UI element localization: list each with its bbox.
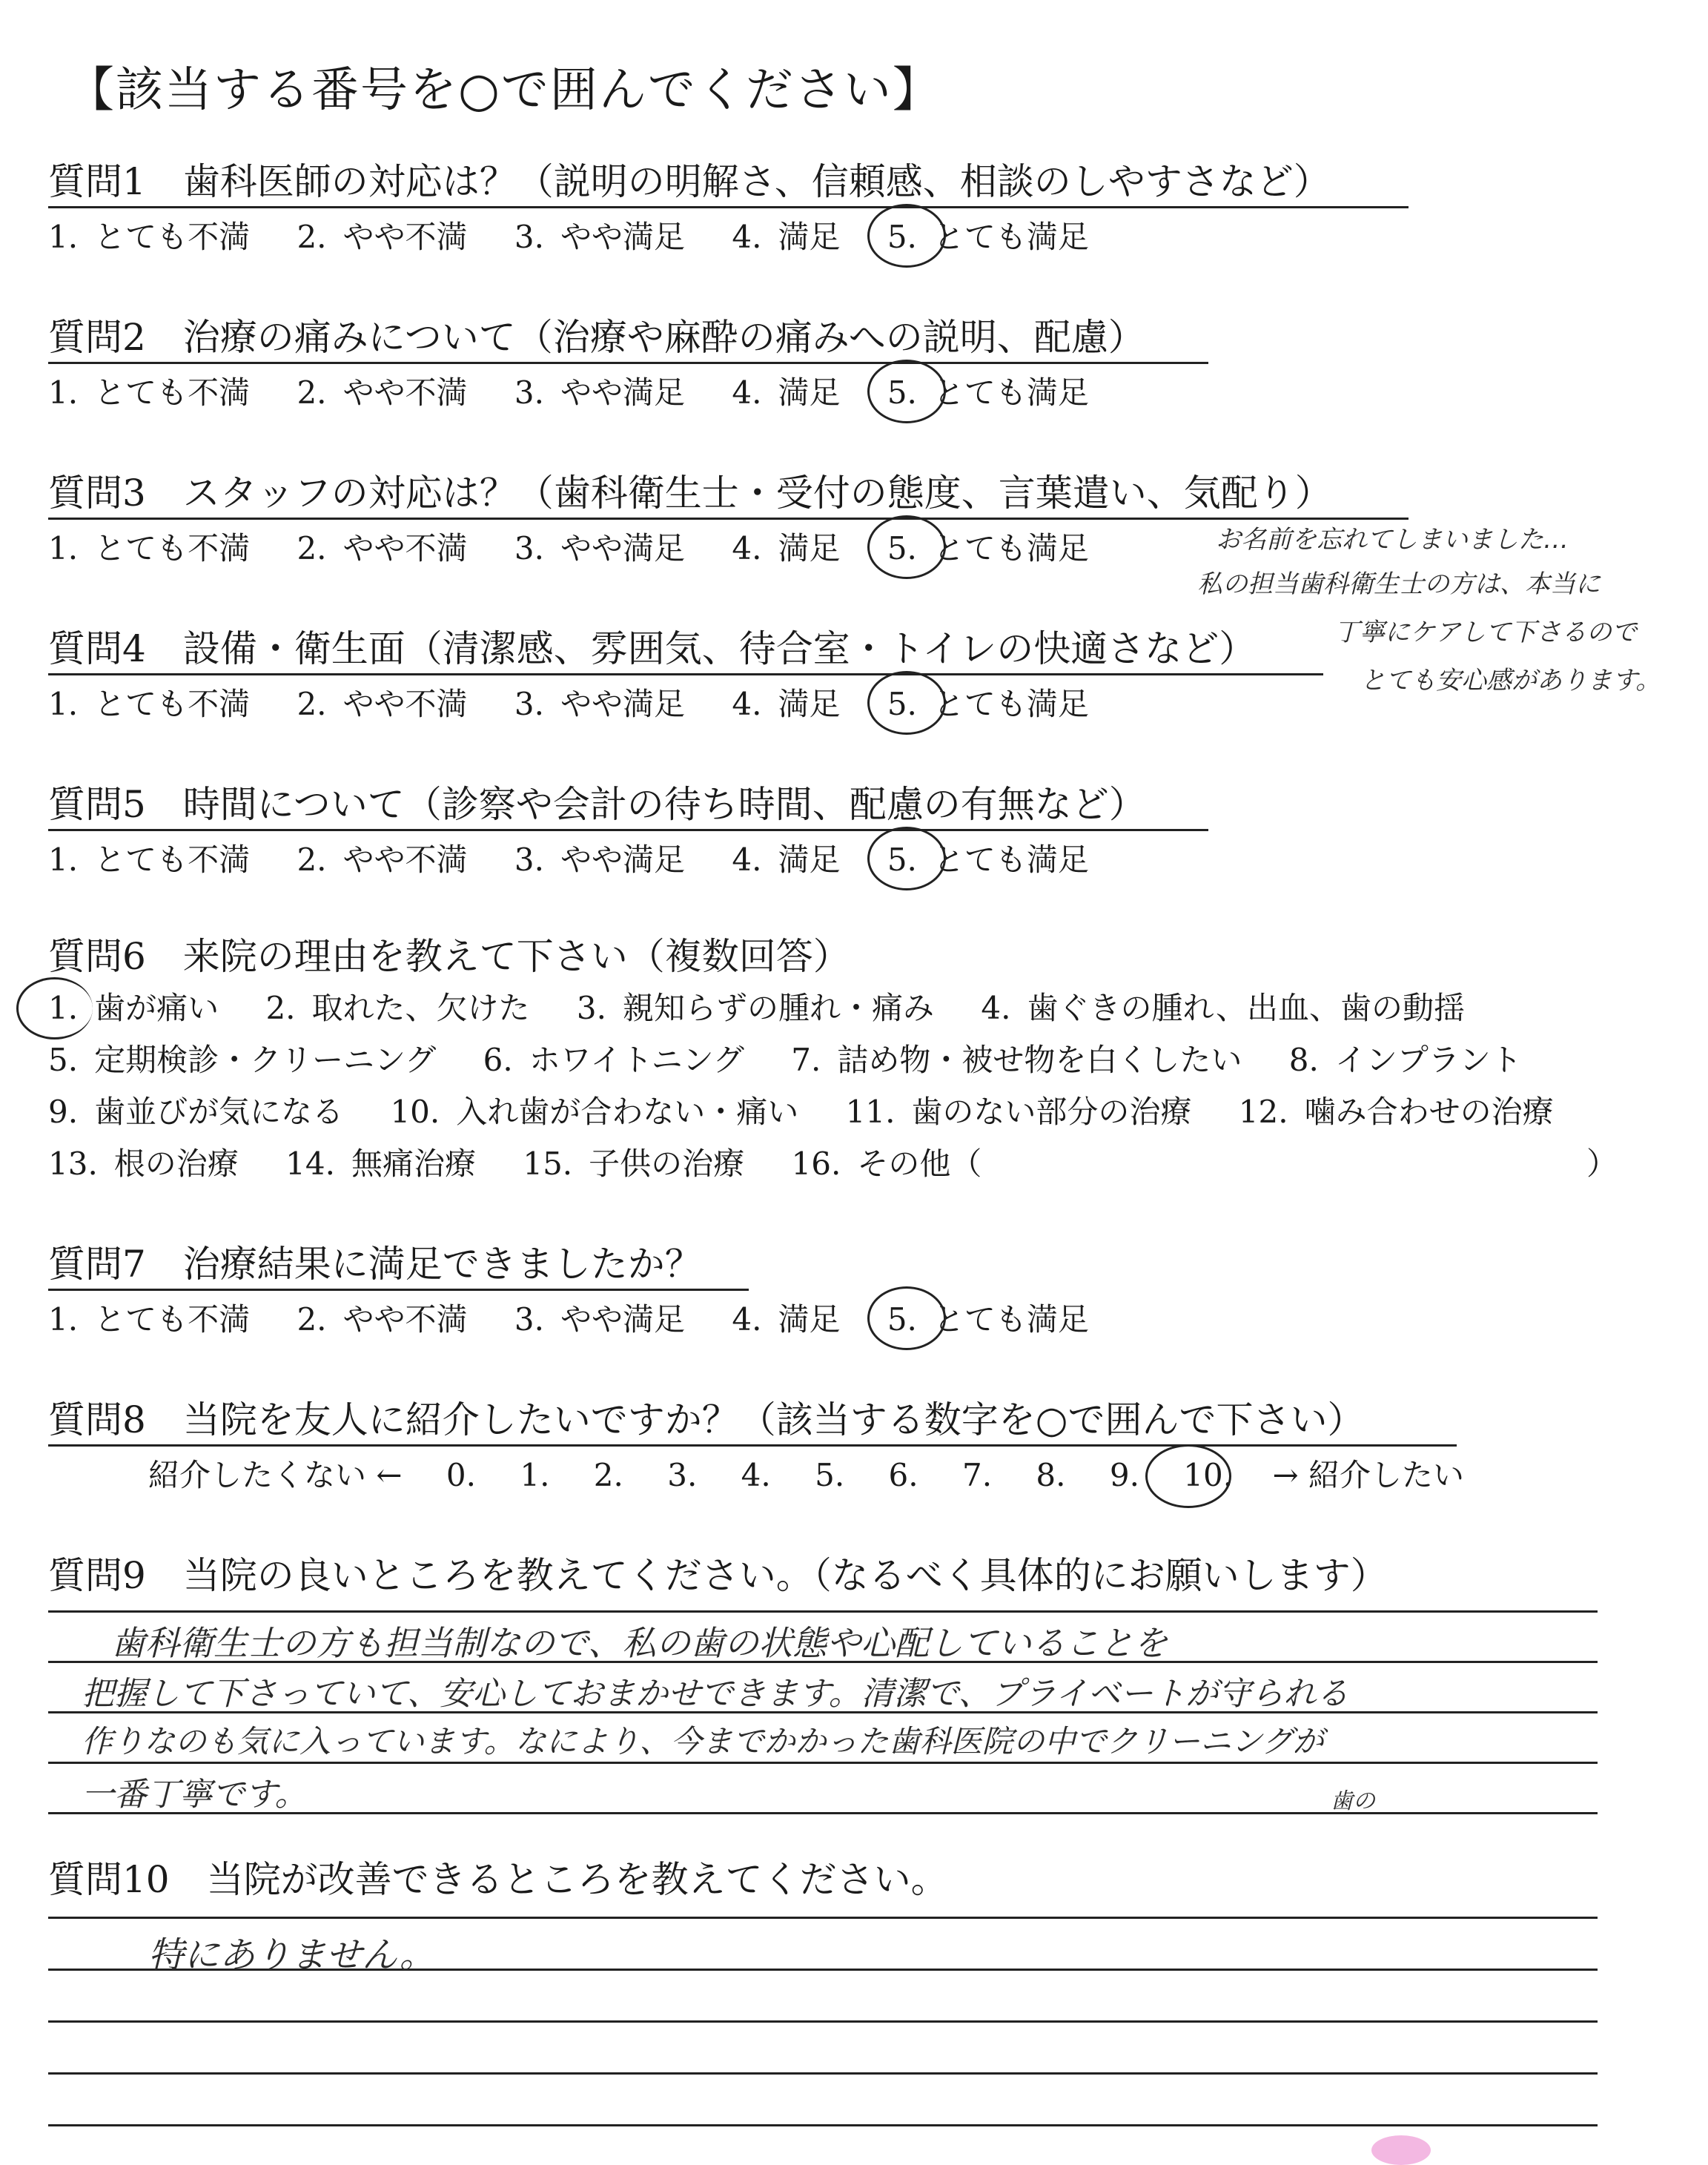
scale-5[interactable]: 5. <box>815 1457 845 1493</box>
scale-4[interactable]: 4. <box>741 1457 771 1493</box>
option-2-num[interactable]: 2. <box>297 374 327 411</box>
option-1-num[interactable]: 1. <box>48 530 79 566</box>
option-1-label: とても不満 <box>94 219 251 255</box>
option-4-label: 満足 <box>778 374 841 411</box>
option-1-num[interactable]: 1. <box>48 842 79 878</box>
reason-num[interactable]: 3. <box>576 990 606 1026</box>
question-3-title: 質問3 スタッフの対応は？（歯科衛生士・受付の態度、言葉遣い、気配り） <box>48 472 1332 515</box>
side-note-line-3: 丁寧にケアして下さるので <box>1334 618 1637 647</box>
question-2-title: 質問2 治療の痛みについて（治療や麻酔の痛みへの説明、配慮） <box>48 316 1145 359</box>
option-2-label: やや不満 <box>342 842 468 878</box>
question-5-title: 質問5 時間について（診察や会計の待ち時間、配慮の有無など） <box>48 783 1146 826</box>
selected-score-circle <box>1145 1444 1234 1508</box>
question-3-underline <box>48 518 1409 520</box>
reason-label: 入れ歯が合わない・痛い <box>456 1094 799 1130</box>
option-2-label: やや不満 <box>342 530 468 566</box>
reason-label: 歯が痛い <box>94 990 219 1026</box>
question-6-row-1 <box>48 990 1465 1027</box>
option-1-num[interactable]: 1. <box>48 219 79 255</box>
reason-label: 無痛治療 <box>351 1146 476 1182</box>
question-6-row-3 <box>48 1094 1554 1131</box>
reason-label: 歯のない部分の治療 <box>911 1094 1192 1130</box>
reason-num[interactable]: 11. <box>845 1094 896 1130</box>
scale-9[interactable]: 9. <box>1109 1457 1139 1493</box>
reason-num[interactable]: 7. <box>791 1042 821 1078</box>
answer-10: 特にありません。 <box>148 1934 435 1976</box>
option-5-num[interactable]: 5. <box>887 530 917 566</box>
answer-9-insert: 歯の <box>1331 1788 1375 1814</box>
side-note-line-4: とても安心感があります。 <box>1360 666 1661 695</box>
option-3-num[interactable]: 3. <box>514 842 544 878</box>
reason-label: 親知らずの腫れ・痛み <box>622 990 934 1026</box>
question-6-row-2 <box>48 1042 1522 1079</box>
reason-num[interactable]: 9. <box>48 1094 79 1130</box>
reason-label: 歯ぐきの腫れ、出血、歯の動揺 <box>1027 990 1465 1026</box>
question-2-underline <box>48 362 1208 364</box>
selected-reason-circle <box>16 977 93 1039</box>
option-5-num[interactable]: 5. <box>887 219 917 255</box>
scale-3[interactable]: 3. <box>667 1457 698 1493</box>
reason-num[interactable]: 4. <box>981 990 1011 1026</box>
writing-line <box>48 1610 1598 1613</box>
option-4-label: 満足 <box>778 842 841 878</box>
writing-line <box>48 1762 1598 1764</box>
option-5-label: とても満足 <box>933 530 1089 566</box>
pink-ink-mark <box>1371 2135 1431 2165</box>
scale-right-label: → 紹介したい <box>1272 1457 1464 1493</box>
option-5-label: とても満足 <box>933 219 1089 255</box>
question-8-title: 質問8 当院を友人に紹介したいですか？（該当する数字を○で囲んで下さい） <box>48 1398 1365 1441</box>
option-2-label: やや不満 <box>342 374 468 411</box>
scale-8[interactable]: 8. <box>1036 1457 1066 1493</box>
option-1-label: とても不満 <box>94 374 251 411</box>
option-4-num[interactable]: 4. <box>732 530 762 566</box>
reason-num[interactable]: 2. <box>265 990 296 1026</box>
reason-num[interactable]: 5. <box>48 1042 79 1078</box>
reason-num[interactable]: 15. <box>523 1146 573 1182</box>
option-4-num[interactable]: 4. <box>732 374 762 411</box>
reason-num[interactable]: 14. <box>285 1146 335 1182</box>
option-1-label: とても不満 <box>94 530 251 566</box>
reason-num[interactable]: 16. <box>791 1146 841 1182</box>
question-1-underline <box>48 206 1409 208</box>
option-3-label: やや満足 <box>560 842 685 878</box>
answer-9-line-3: 作りなのも気に入っています。なにより、今までかかった歯科医院の中でクリーニングが <box>82 1723 1324 1759</box>
answer-9-line-2: 把握して下さっていて、安心しておまかせできます。清潔で、プライベートが守られる <box>82 1675 1349 1713</box>
option-3-label: やや満足 <box>560 530 685 566</box>
writing-line <box>48 2124 1598 2126</box>
option-3-num[interactable]: 3. <box>514 530 544 566</box>
option-5-label: とても満足 <box>933 686 1089 722</box>
reason-num[interactable]: 8. <box>1288 1042 1319 1078</box>
option-4-num[interactable]: 4. <box>732 686 762 722</box>
reason-label: 噛み合わせの治療 <box>1304 1094 1554 1130</box>
option-3-num[interactable]: 3. <box>514 1301 544 1338</box>
option-3-num[interactable]: 3. <box>514 219 544 255</box>
reason-num[interactable]: 12. <box>1238 1094 1288 1130</box>
reason-label: 子供の治療 <box>589 1146 745 1182</box>
question-9-title: 質問9 当院の良いところを教えてください。（なるべく具体的にお願いします） <box>48 1554 1388 1597</box>
question-8-underline <box>48 1444 1457 1447</box>
selected-answer-circle <box>867 827 946 890</box>
answer-9-line-1: 歯科衛生士の方も担当制なので、私の歯の状態や心配していることを <box>111 1623 1168 1663</box>
reason-num[interactable]: 1. <box>48 990 79 1026</box>
reason-label: ホワイトニング <box>529 1042 744 1078</box>
option-5-num[interactable]: 5. <box>887 374 917 411</box>
reason-num[interactable]: 13. <box>48 1146 98 1182</box>
option-3-label: やや満足 <box>560 219 685 255</box>
question-4-underline <box>48 673 1323 675</box>
writing-line <box>48 2072 1598 2075</box>
side-note-line-2: 私の担当歯科衛生士の方は、本当に <box>1197 569 1601 599</box>
question-4-title: 質問4 設備・衛生面（清潔感、雰囲気、待合室・トイレの快適さなど） <box>48 627 1257 670</box>
question-5-underline <box>48 829 1208 831</box>
option-4-label: 満足 <box>778 1301 841 1338</box>
reason-label: その他（ <box>857 1146 982 1182</box>
side-note-line-1: お名前を忘れてしまいました… <box>1216 525 1569 555</box>
option-4-num[interactable]: 4. <box>732 219 762 255</box>
option-5-num[interactable]: 5. <box>887 686 917 722</box>
reason-label: 詰め物・被せ物を白くしたい <box>837 1042 1242 1078</box>
reason-label: 根の治療 <box>113 1146 239 1182</box>
option-4-label: 満足 <box>778 219 841 255</box>
other-close-paren: ） <box>1586 1146 1618 1182</box>
option-4-num[interactable]: 4. <box>732 1301 762 1338</box>
option-1-label: とても不満 <box>94 1301 251 1338</box>
option-2-num[interactable]: 2. <box>297 842 327 878</box>
option-2-num[interactable]: 2. <box>297 530 327 566</box>
scale-7[interactable]: 7. <box>961 1457 993 1493</box>
option-3-label: やや満足 <box>560 1301 685 1338</box>
page-title: 【該当する番号を○で囲んでください】 <box>67 63 941 118</box>
option-5-label: とても満足 <box>933 374 1089 411</box>
option-2-num[interactable]: 2. <box>297 219 327 255</box>
reason-label: 定期検診・クリーニング <box>94 1042 437 1078</box>
option-3-num[interactable]: 3. <box>514 686 544 722</box>
scale-6[interactable]: 6. <box>888 1457 918 1493</box>
reason-label: 歯並びが気になる <box>94 1094 344 1130</box>
question-7-underline <box>48 1289 749 1291</box>
selected-answer-circle <box>867 360 946 423</box>
selected-answer-circle <box>867 1286 946 1350</box>
question-6-title: 質問6 来院の理由を教えて下さい（複数回答） <box>48 935 850 978</box>
writing-line <box>48 1917 1598 1919</box>
writing-line <box>48 2020 1598 2023</box>
selected-answer-circle <box>867 671 946 735</box>
option-3-num[interactable]: 3. <box>514 374 544 411</box>
option-1-num[interactable]: 1. <box>48 686 79 722</box>
scale-10[interactable]: 10. <box>1183 1457 1234 1493</box>
option-2-label: やや不満 <box>342 219 468 255</box>
reason-label: 取れた、欠けた <box>311 990 530 1026</box>
option-2-label: やや不満 <box>342 686 468 722</box>
option-5-num[interactable]: 5. <box>887 1301 917 1338</box>
option-4-label: 満足 <box>778 686 841 722</box>
selected-answer-circle <box>867 204 946 268</box>
option-1-num[interactable]: 1. <box>48 374 79 411</box>
reason-num[interactable]: 10. <box>390 1094 440 1130</box>
option-3-label: やや満足 <box>560 686 685 722</box>
option-5-label: とても満足 <box>933 1301 1089 1338</box>
selected-answer-circle <box>867 515 946 579</box>
option-1-label: とても不満 <box>94 842 251 878</box>
option-3-label: やや満足 <box>560 374 685 411</box>
option-4-label: 満足 <box>778 530 841 566</box>
option-2-num[interactable]: 2. <box>297 686 327 722</box>
option-1-num[interactable]: 1. <box>48 1301 79 1338</box>
scale-left-label: 紹介したくない ← <box>148 1457 403 1493</box>
question-8-scale <box>148 1457 1464 1494</box>
question-6-row-4 <box>48 1146 982 1183</box>
reason-label: インプラント <box>1334 1042 1522 1078</box>
option-1-label: とても不満 <box>94 686 251 722</box>
option-4-num[interactable]: 4. <box>732 842 762 878</box>
answer-9-line-4: 一番丁寧です。 <box>82 1776 308 1814</box>
scale-0[interactable]: 0. <box>446 1457 476 1493</box>
scale-2[interactable]: 2. <box>593 1457 623 1493</box>
option-5-label: とても満足 <box>933 842 1089 878</box>
option-2-num[interactable]: 2. <box>297 1301 327 1338</box>
option-5-num[interactable]: 5. <box>887 842 917 878</box>
scale-1[interactable]: 1. <box>520 1457 550 1493</box>
question-10-title: 質問10 当院が改善できるところを教えてください。 <box>48 1858 948 1901</box>
option-2-label: やや不満 <box>342 1301 468 1338</box>
question-1-title: 質問1 歯科医師の対応は？（説明の明解さ、信頼感、相談のしやすさなど） <box>48 160 1331 203</box>
question-7-title: 質問7 治療結果に満足できましたか？ <box>48 1243 702 1286</box>
reason-num[interactable]: 6. <box>483 1042 513 1078</box>
